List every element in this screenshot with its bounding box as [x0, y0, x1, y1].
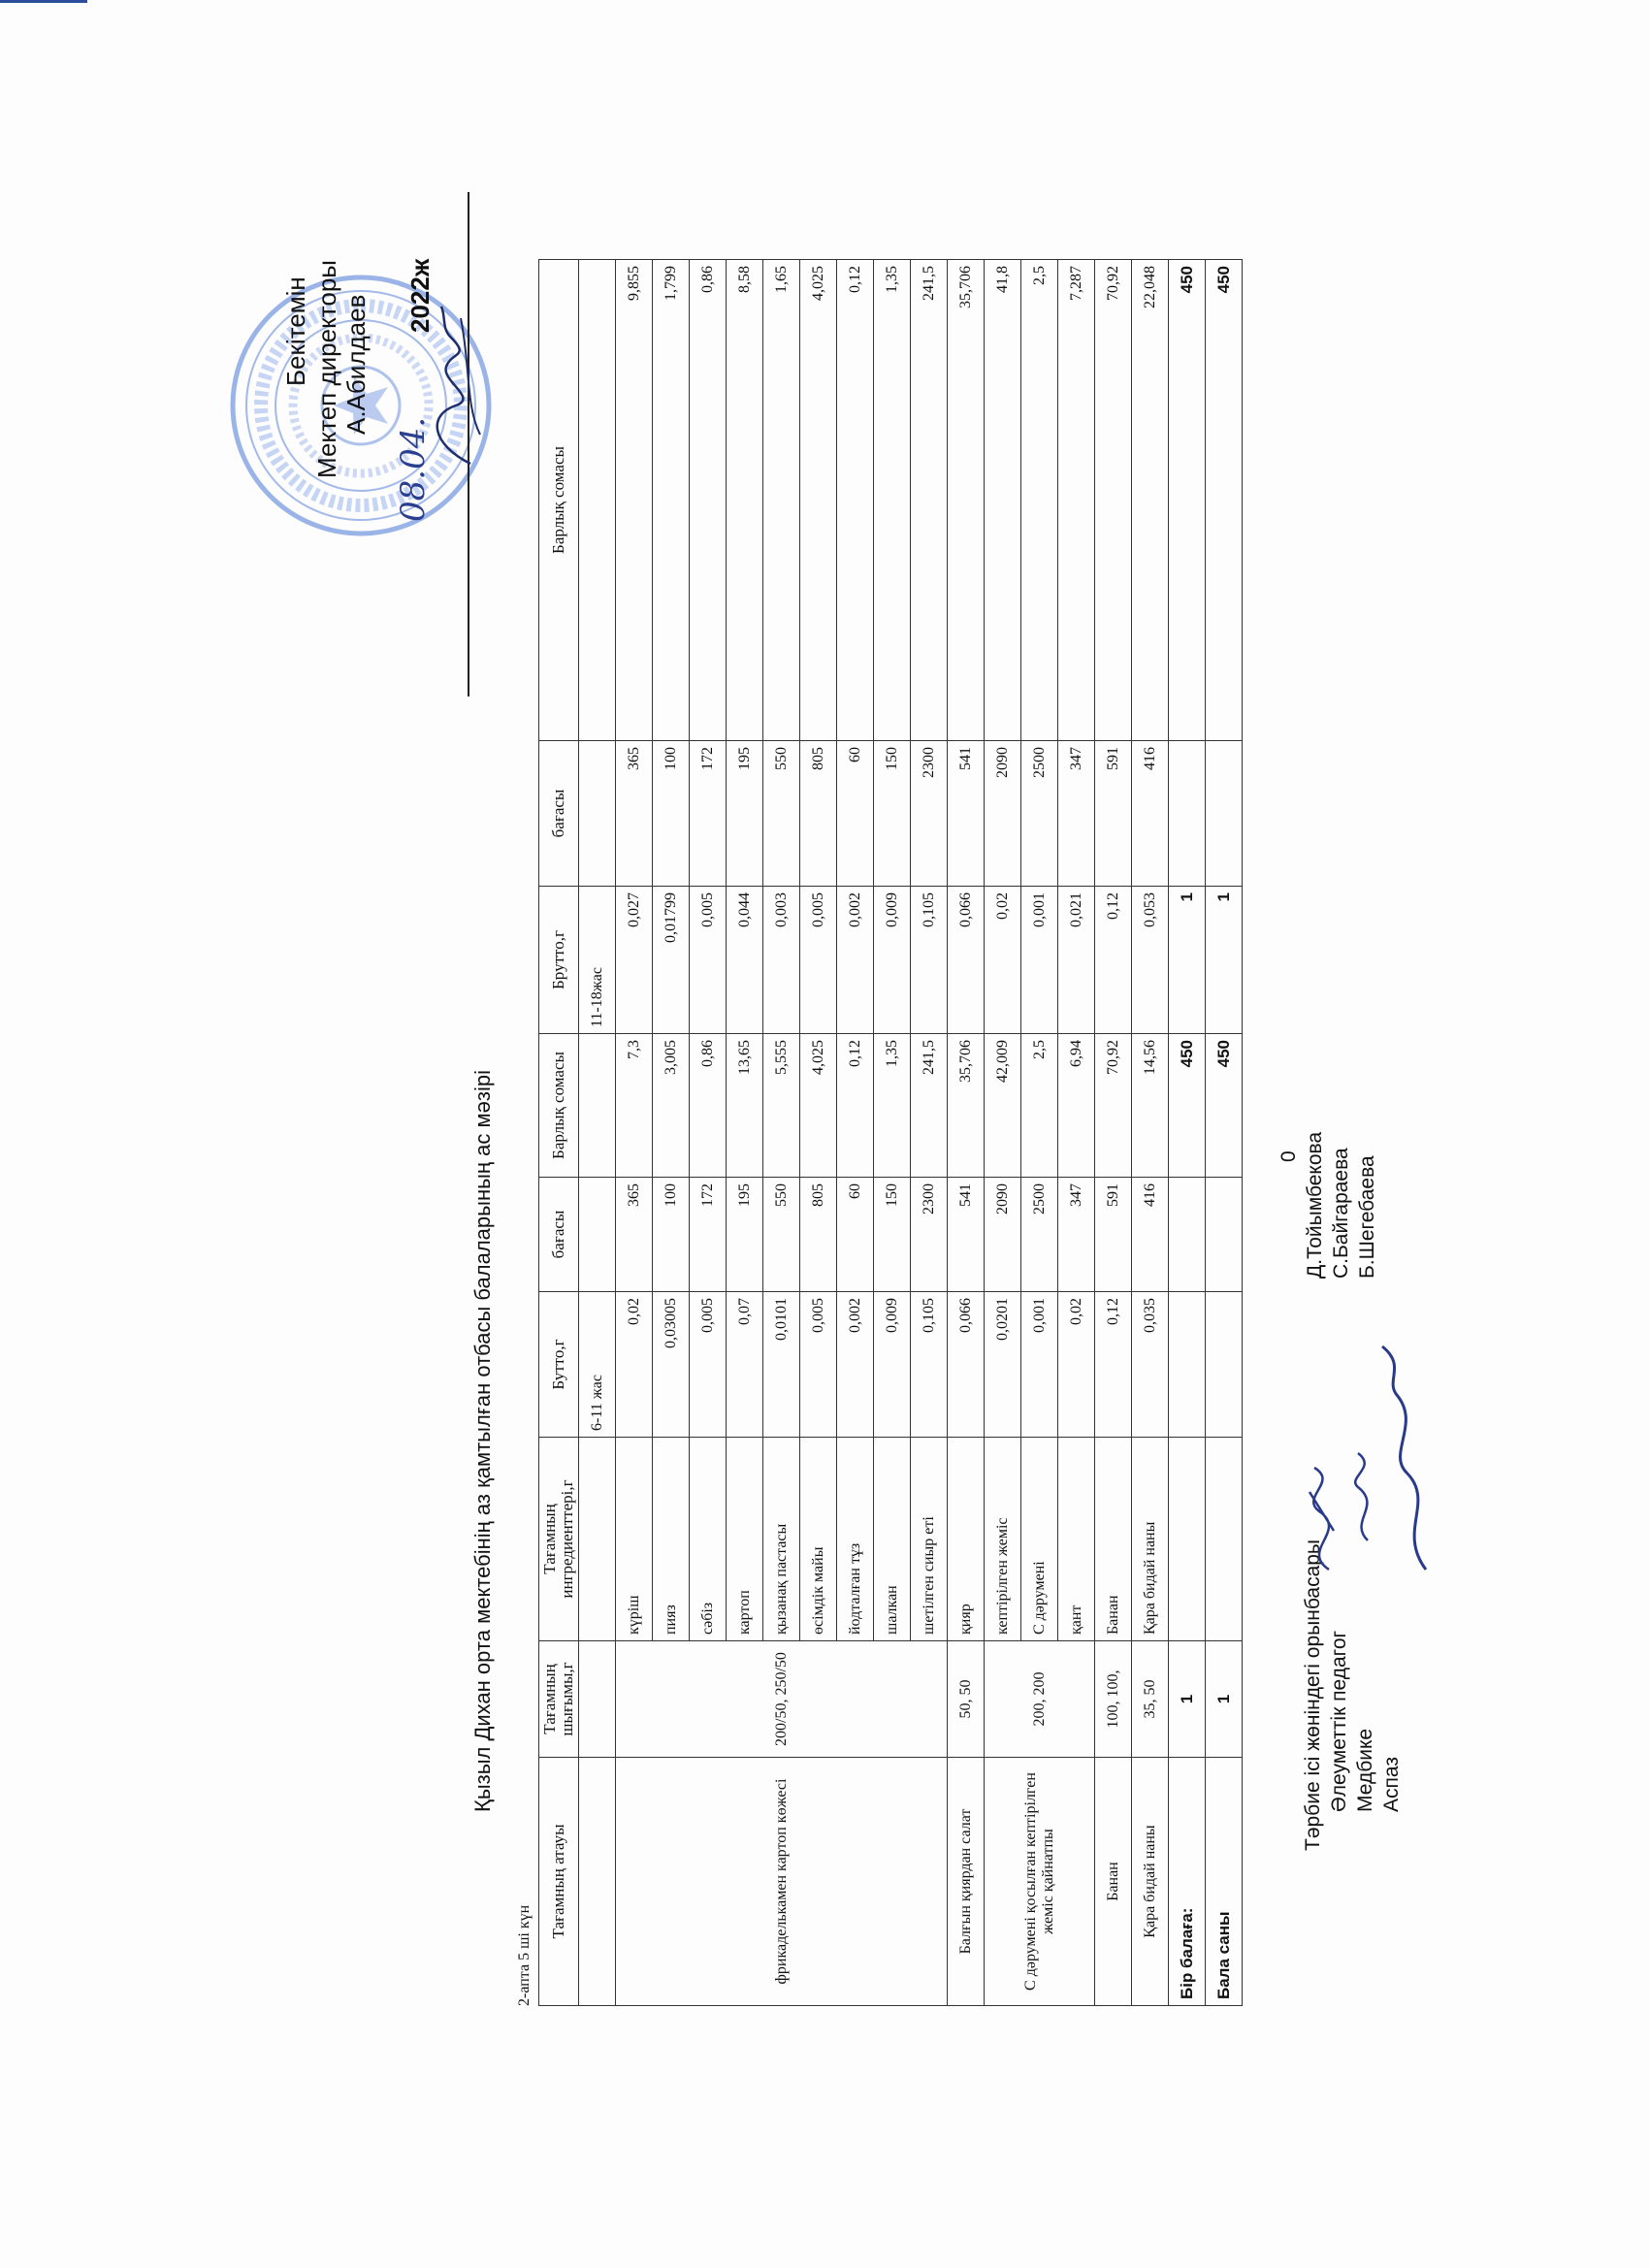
brutto-1: 0,03005: [653, 1292, 690, 1438]
price-2: 805: [800, 741, 837, 887]
ingredient: қант: [1058, 1438, 1095, 1641]
total-1: 6,94: [1058, 1034, 1095, 1178]
approval-date: 08.04.: [394, 416, 433, 522]
role-cook: Аспаз: [1380, 1757, 1403, 1812]
age-group-2: 11-18жас: [579, 887, 616, 1034]
header-ingredients: Тағамның ингредиенттері,г: [539, 1438, 579, 1641]
total-2: 8,58: [727, 260, 763, 741]
price-2: 550: [763, 741, 800, 887]
table-row: [616, 260, 653, 2006]
ingredient: пияз: [653, 1438, 690, 1641]
total-2: 22,048: [1132, 260, 1169, 741]
price-1: 150: [874, 1178, 911, 1292]
brutto-1: 0,0201: [985, 1292, 1021, 1438]
price-1: 60: [837, 1178, 874, 1292]
price-2: 2500: [1021, 741, 1058, 887]
zero-mark: 0: [1277, 1150, 1300, 1162]
brutto-1: 0,02: [1058, 1292, 1095, 1438]
brutto-2: 0,005: [800, 887, 837, 1034]
price-2: 150: [874, 741, 911, 887]
menu-table: [538, 259, 1243, 2006]
children-count: 1: [1206, 1641, 1243, 1758]
brutto-2: 0,027: [616, 887, 653, 1034]
ingredient: шалкан: [874, 1438, 911, 1641]
ingredient: күріш: [616, 1438, 653, 1641]
brutto-2: 0,009: [874, 887, 911, 1034]
brutto-1: 0,005: [800, 1292, 837, 1438]
per-child-count: 1: [1169, 1641, 1206, 1758]
director-signature: [412, 299, 495, 473]
total-2: 2,5: [1021, 260, 1058, 741]
total-1: 0,12: [837, 1034, 874, 1178]
total-2: 70,92: [1095, 260, 1132, 741]
age-group-1: 6-11 жас: [579, 1292, 616, 1438]
role-nurse: Медбике: [1354, 1728, 1376, 1812]
price-1: 2300: [911, 1178, 948, 1292]
dish-output: 50, 50: [948, 1641, 985, 1758]
footer-signatures: [1290, 1337, 1445, 1589]
total-1: 13,65: [727, 1034, 763, 1178]
per-child-count-2: 1: [1169, 887, 1206, 1034]
ingredient: кептірілген жеміс: [985, 1438, 1021, 1641]
per-child-total-1: 450: [1169, 1034, 1206, 1178]
brutto-1: 0,001: [1021, 1292, 1058, 1438]
ingredient: С дәрумені: [1021, 1438, 1058, 1641]
ingredient: Банан: [1095, 1438, 1132, 1641]
name-social-pedagogue: С.Байгараева: [1330, 1148, 1352, 1279]
total-1: 241,5: [911, 1034, 948, 1178]
total-1: 14,56: [1132, 1034, 1169, 1178]
total-1: 35,706: [948, 1034, 985, 1178]
header-total-1: Барлық сомасы: [539, 1034, 579, 1178]
header-total-2: Барлық сомасы: [539, 260, 579, 741]
dish-output: 35, 50: [1132, 1641, 1169, 1758]
total-1: 4,025: [800, 1034, 837, 1178]
total-2: 35,706: [948, 260, 985, 741]
total-1: 0,86: [690, 1034, 727, 1178]
total-2: 0,86: [690, 260, 727, 741]
price-2: 365: [616, 741, 653, 887]
price-1: 805: [800, 1178, 837, 1292]
brutto-1: 0,002: [837, 1292, 874, 1438]
total-1: 70,92: [1095, 1034, 1132, 1178]
price-1: 100: [653, 1178, 690, 1292]
dish-output: 200, 200: [985, 1641, 1095, 1758]
brutto-1: 0,005: [690, 1292, 727, 1438]
summary-row-children: [1206, 260, 1243, 2006]
ingredient: Қара бидай наны: [1132, 1438, 1169, 1641]
total-2: 4,025: [800, 260, 837, 741]
brutto-1: 0,02: [616, 1292, 653, 1438]
header-price-2: бағасы: [539, 741, 579, 887]
dish-name: С дәрумені қосылған кептірілген жеміс қайнатпы: [985, 1758, 1095, 2006]
approval-year: 2022ж: [405, 258, 435, 333]
price-1: 347: [1058, 1178, 1095, 1292]
price-2: 347: [1058, 741, 1095, 887]
price-1: 195: [727, 1178, 763, 1292]
brutto-2: 0,105: [911, 887, 948, 1034]
price-1: 2090: [985, 1178, 1021, 1292]
price-2: 416: [1132, 741, 1169, 887]
header-dish-name: Тағамның атауы: [539, 1758, 579, 2006]
brutto-2: 0,003: [763, 887, 800, 1034]
price-2: 2300: [911, 741, 948, 887]
table-row: [1095, 260, 1132, 2006]
per-child-label: Бір балаға:: [1169, 1758, 1206, 2006]
price-1: 365: [616, 1178, 653, 1292]
total-2: 1,799: [653, 260, 690, 741]
brutto-1: 0,035: [1132, 1292, 1169, 1438]
price-2: 2090: [985, 741, 1021, 887]
role-social-pedagogue: Әлеуметтік педагог: [1328, 1630, 1350, 1812]
brutto-2: 0,002: [837, 887, 874, 1034]
dish-name: Қара бидай наны: [1132, 1758, 1169, 2006]
ingredient: картоп: [727, 1438, 763, 1641]
total-1: 7,3: [616, 1034, 653, 1178]
children-count-label: Бала саны: [1206, 1758, 1243, 2006]
brutto-2: 0,12: [1095, 887, 1132, 1034]
header-brutto-2: Брутто,г: [539, 887, 579, 1034]
brutto-2: 0,053: [1132, 887, 1169, 1034]
approval-heading: Бекітемін: [281, 276, 310, 386]
table-row: [985, 260, 1021, 2006]
total-2: 1,35: [874, 260, 911, 741]
price-1: 591: [1095, 1178, 1132, 1292]
price-2: 60: [837, 741, 874, 887]
brutto-2: 0,066: [948, 887, 985, 1034]
table-row: [1132, 260, 1169, 2006]
brutto-1: 0,07: [727, 1292, 763, 1438]
dish-output: 100, 100,: [1095, 1641, 1132, 1758]
price-1: 2500: [1021, 1178, 1058, 1292]
name-deputy: Д.Тойымбекова: [1304, 1131, 1326, 1279]
footer-names: [1276, 1132, 1380, 1279]
children-total-2: 450: [1206, 260, 1243, 741]
children-total-1: 450: [1206, 1034, 1243, 1178]
dish-name: фрикаделькамен картоп көжесі: [616, 1758, 948, 2006]
dish-name: Банан: [1095, 1758, 1132, 2006]
director-position: Мектеп директоры: [312, 260, 341, 478]
total-1: 1,35: [874, 1034, 911, 1178]
price-1: 172: [690, 1178, 727, 1292]
age-group-row: [579, 260, 616, 2006]
role-deputy: Тәрбие ісі жөніндегі орынбасары: [1302, 1539, 1324, 1851]
children-count-2: 1: [1206, 887, 1243, 1034]
price-2: 100: [653, 741, 690, 887]
brutto-2: 0,044: [727, 887, 763, 1034]
dish-output: 200/50, 250/50: [616, 1641, 948, 1758]
header-price-1: бағасы: [539, 1178, 579, 1292]
total-1: 3,005: [653, 1034, 690, 1178]
dish-name: Балғын қиярдан салат: [948, 1758, 985, 2006]
ingredient: сәбіз: [690, 1438, 727, 1641]
brutto-1: 0,0101: [763, 1292, 800, 1438]
ingredient: йодталған тұз: [837, 1438, 874, 1641]
price-1: 541: [948, 1178, 985, 1292]
ingredient: қызанақ пастасы: [763, 1438, 800, 1641]
summary-row-per-child: [1169, 260, 1206, 2006]
table-row: [948, 260, 985, 2006]
total-2: 41,8: [985, 260, 1021, 741]
total-2: 9,855: [616, 260, 653, 741]
total-1: 5,555: [763, 1034, 800, 1178]
total-2: 0,12: [837, 260, 874, 741]
brutto-2: 0,005: [690, 887, 727, 1034]
table-header-row: [539, 260, 579, 2006]
price-2: 541: [948, 741, 985, 887]
price-2: 172: [690, 741, 727, 887]
brutto-1: 0,066: [948, 1292, 985, 1438]
brutto-1: 0,009: [874, 1292, 911, 1438]
ingredient: өсімдік майы: [800, 1438, 837, 1641]
brutto-2: 0,01799: [653, 887, 690, 1034]
director-name: А.Абилдаев: [341, 294, 371, 435]
total-2: 1,65: [763, 260, 800, 741]
ingredient: қияр: [948, 1438, 985, 1641]
week-day-label: 2-апта 5 ші күн: [516, 1904, 533, 2006]
brutto-1: 0,12: [1095, 1292, 1132, 1438]
total-1: 2,5: [1021, 1034, 1058, 1178]
price-1: 550: [763, 1178, 800, 1292]
brutto-2: 0,02: [985, 887, 1021, 1034]
brutto-2: 0,001: [1021, 887, 1058, 1034]
total-2: 7,287: [1058, 260, 1095, 741]
total-1: 42,009: [985, 1034, 1021, 1178]
price-2: 591: [1095, 741, 1132, 887]
document-title: Қызыл Дихан орта мектебінің аз қамтылған отбасы балаларының ас мәзірі: [470, 1070, 495, 1812]
brutto-1: 0,105: [911, 1292, 948, 1438]
brutto-2: 0,021: [1058, 887, 1095, 1034]
name-nurse: Б.Шегебаева: [1356, 1155, 1378, 1279]
price-2: 195: [727, 741, 763, 887]
total-2: 241,5: [911, 260, 948, 741]
price-1: 416: [1132, 1178, 1169, 1292]
per-child-total-2: 450: [1169, 260, 1206, 741]
header-output: Тағамның шығымы,г: [539, 1641, 579, 1758]
header-brutto-1: Бутто,г: [539, 1292, 579, 1438]
ingredient: шетілген сиыр еті: [911, 1438, 948, 1641]
